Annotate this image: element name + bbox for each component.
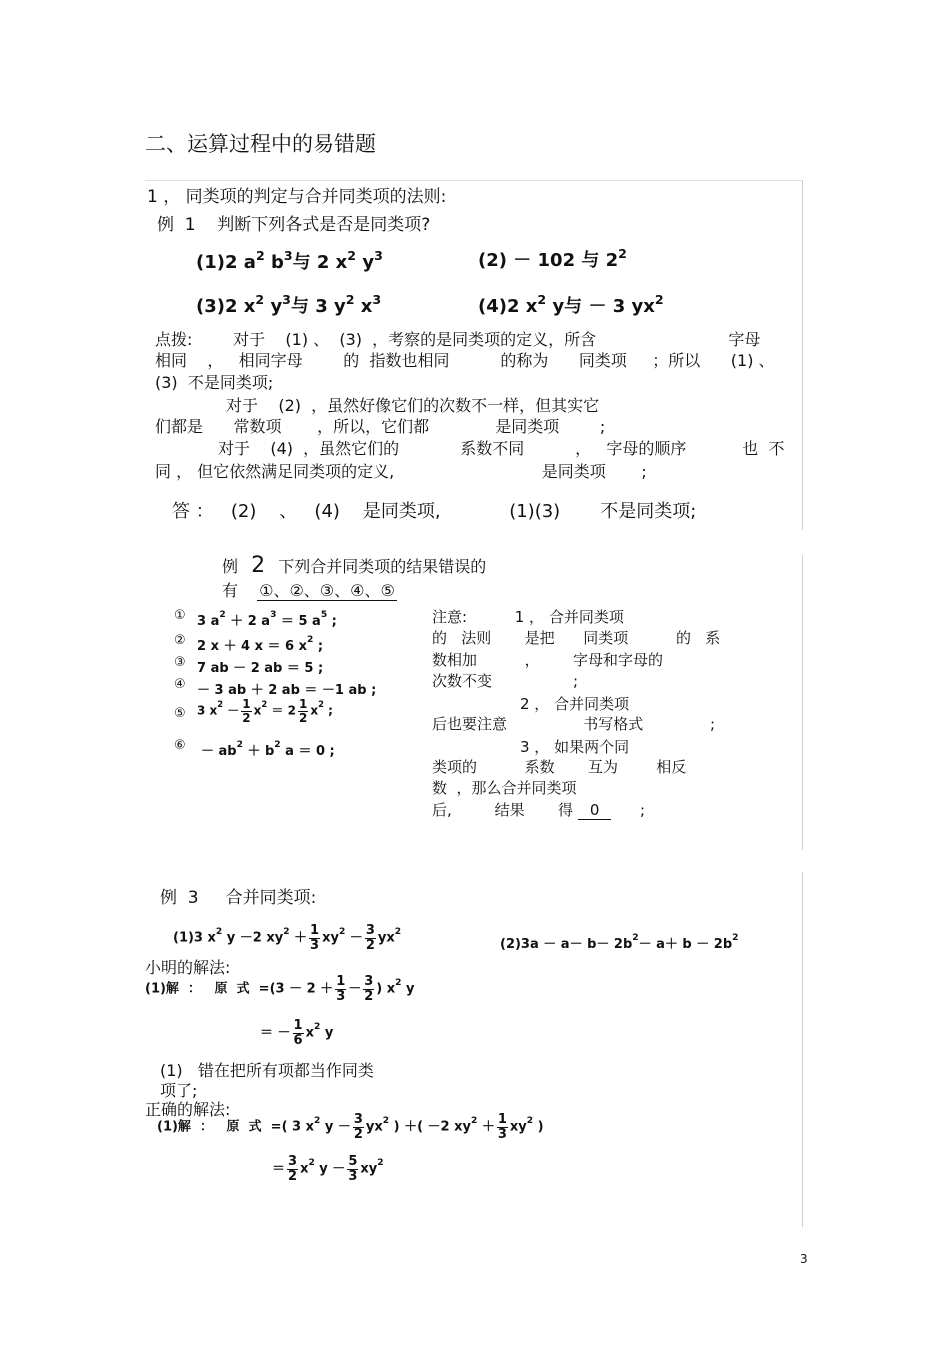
note-fill-value: 0 — [578, 801, 612, 820]
correct-solution-label: 正确的解法: — [145, 1100, 231, 1119]
tip-line-2: 相同 ， 相同字母 的 指数也相同 的称为 同类项 ；所以 (1) 、 — [155, 351, 775, 370]
frame-right-line-1 — [802, 180, 803, 530]
note-line-6: 后也要注意 书写格式 ; — [432, 715, 716, 733]
tip-line-1: 点拨: 对于 (1) 、 (3) ，考察的是同类项的定义，所含 字母 — [155, 330, 761, 349]
marker-6: ⑥ — [174, 738, 186, 753]
eq-4: － 3 ab ＋ 2 ab ＝ －1 ab ; — [197, 683, 377, 698]
eq-5: 3 $x^2$ － $\frac{1}{2}$ $x^2 = 2$ $\frac{1}{2}$ $x^2$ ; — [197, 697, 333, 725]
example-2-answer-line: 有 ①、②、③、④、⑤ — [222, 581, 395, 600]
example-3-title: 例 3 合并同类项: — [160, 888, 317, 908]
error-note-line-2: 项了; — [160, 1081, 198, 1100]
error-note-line-1: (1) 错在把所有项都当作同类 — [160, 1061, 374, 1080]
item-4-expression: (4)2 $x^2$ y与 － 3 $yx^2$ — [478, 292, 664, 317]
section-title: 二、运算过程中的易错题 — [145, 132, 376, 156]
note-line-9: 数 ，那么合并同类项 — [432, 779, 577, 797]
example-2-title: 例 2 下列合并同类项的结果错误的 — [222, 553, 487, 578]
note-line-1: 注意: 1 ， 合并同类项 — [432, 608, 624, 626]
problem-2-expression: $(2)3a - a- b- 2b^2- a+ b - 2b^2$ — [500, 933, 739, 952]
note-line-5: 2 ， 合并同类项 — [520, 695, 630, 713]
ming-solution-line-2: ＝ － $\frac{1}{6}$ $x^2$ y — [260, 1018, 334, 1048]
correct-solution-line-1: (1)解 ： 原 式 =( 3 $x^2$ y － $\frac{3}{2}$ $yx^2$ ) ＋( －2 $xy^2$ ＋ $\frac{1}{3}$ $xy^2$ ) — [157, 1112, 544, 1142]
tip-line-4: 对于 (2) ，虽然好像它们的次数不一样，但其实它 — [226, 396, 600, 415]
ming-solution-line-1: (1)解 ： 原 式 =(3 － 2 ＋ $\frac{1}{3}$ － $\frac{3}{2}$ ) $x^2$ y — [145, 974, 415, 1004]
marker-4: ④ — [174, 677, 186, 692]
example-1-title: 例 1 判断下列各式是否是同类项? — [157, 215, 431, 235]
marker-1: ① — [174, 608, 186, 623]
note-line-2: 的 法则 是把 同类项 的 系 — [432, 629, 721, 647]
ming-solution-label: 小明的解法: — [145, 958, 231, 977]
eq-1: 3 $a^2 + 2$ $a^3 = 5$ $a^5$ ; — [197, 610, 337, 629]
marker-5: ⑤ — [174, 706, 186, 721]
note-line-7: 3 ， 如果两个同 — [520, 738, 630, 756]
note-line-4: 次数不变 ; — [432, 672, 579, 690]
answer-fill: ①、②、③、④、⑤ — [259, 581, 395, 600]
page-number: 3 — [800, 1252, 808, 1266]
tip-line-5: 们都是 常数项 ，所以，它们都 是同类项 ; — [155, 417, 606, 436]
marker-2: ② — [174, 633, 186, 648]
frame-top-line — [145, 180, 803, 181]
tip-line-7: 同 ， 但它依然满足同类项的定义, 是同类项 ; — [155, 462, 647, 481]
note-line-3: 数相加 ， 字母和字母的 — [432, 651, 664, 669]
tip-line-3: (3) 不是同类项; — [155, 373, 274, 392]
answer-1: 答 ： (2) 、 (4) 是同类项, (1)(3) 不是同类项; — [172, 501, 697, 522]
frame-right-line-3 — [802, 872, 803, 1227]
tip-line-6: 对于 (4) ，虽然它们的 系数不同 ， 字母的顺序 也 不 — [218, 439, 785, 458]
eq-3: 7 ab － 2 ab ＝ 5 ; — [197, 661, 324, 676]
item-1-expression: (1)2 $a^2$ $b^3$与 2 $x^2$ $y^3$ — [196, 248, 383, 273]
correct-solution-line-2: ＝ $\frac{3}{2}$ $x^2$ y － $\frac{5}{3}$ $xy^2$ — [272, 1154, 384, 1184]
note-line-10: 后, 结果 得 0 ; — [432, 801, 646, 819]
frame-right-line-2 — [802, 555, 803, 850]
note-line-8: 类项的 系数 互为 相反 — [432, 758, 687, 776]
eq-2: 2 x ＋ 4 x ＝ 6 $x^2$ ; — [197, 635, 324, 654]
marker-3: ③ — [174, 655, 186, 670]
problem-1-expression: (1)3 $x^2$ y －2 $xy^2$ ＋ $\frac{1}{3}$ $xy^2$ － $\frac{3}{2}$ $yx^2$ — [173, 923, 402, 953]
item-3-expression: (3)2 $x^2$ $y^3$与 3 $y^2$ $x^3$ — [196, 292, 382, 317]
item-2-expression: (2) － 102 与 $2^2$ — [478, 246, 627, 271]
q1-heading: 1 ， 同类项的判定与合并同类项的法则: — [147, 187, 447, 207]
eq-6: － $ab^2 + b^2$ a ＝ 0 ; — [201, 740, 335, 759]
